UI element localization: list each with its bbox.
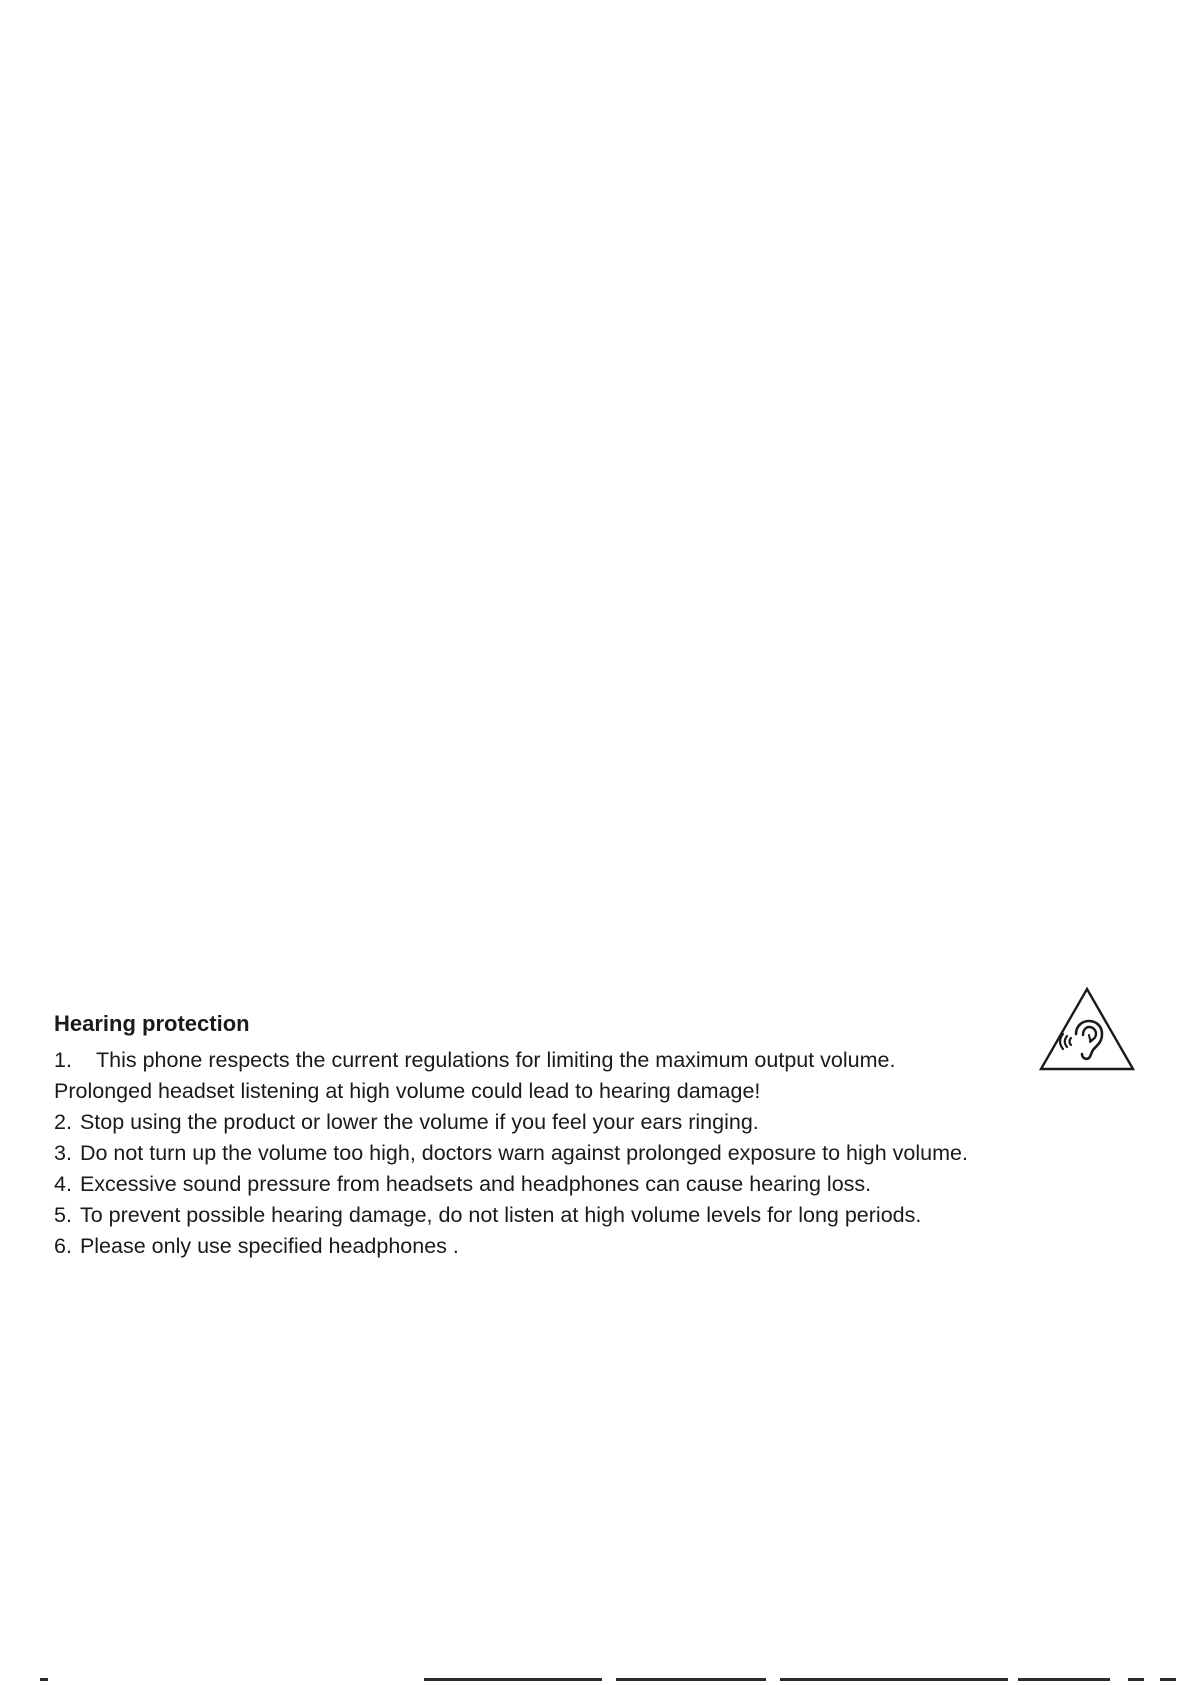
list-number: 5. (54, 1203, 72, 1227)
list-number: 3. (54, 1141, 72, 1165)
edge-mark (1018, 1678, 1110, 1681)
hearing-warning-icon (1038, 986, 1136, 1074)
edge-mark (1160, 1678, 1176, 1681)
list-item-6 (54, 1234, 459, 1259)
list-item-1-continuation (54, 1079, 760, 1104)
edge-mark (40, 1678, 48, 1681)
list-item-5 (54, 1203, 921, 1228)
bottom-page-edge (0, 1674, 1192, 1685)
list-item-1 (54, 1048, 895, 1073)
list-text: Please only use specified headphones . (79, 1234, 459, 1258)
list-number: 6. (54, 1234, 72, 1258)
list-number: 2. (54, 1110, 72, 1134)
list-text: Stop using the product or lower the volume if you feel your ears ringing. (79, 1110, 759, 1134)
list-number: 1. (54, 1048, 72, 1072)
list-text: Excessive sound pressure from headsets and headphones can cause hearing loss. (79, 1172, 872, 1196)
list-number: 4. (54, 1172, 72, 1196)
list-text: This phone respects the current regulations for limiting the maximum output volume. (96, 1048, 896, 1072)
list-item-4 (54, 1172, 871, 1197)
list-item-2 (54, 1110, 759, 1135)
edge-mark (780, 1678, 1008, 1681)
edge-mark (1128, 1678, 1144, 1681)
list-item-3 (54, 1141, 968, 1166)
list-text: Prolonged headset listening at high volume could lead to hearing damage! (54, 1079, 761, 1103)
list-text: To prevent possible hearing damage, do not listen at high volume levels for long periods. (79, 1203, 922, 1227)
edge-mark (424, 1678, 602, 1681)
list-text: Do not turn up the volume too high, doctors warn against prolonged exposure to high volume. (79, 1141, 968, 1165)
edge-mark (616, 1678, 766, 1681)
section-title: Hearing protection (54, 1011, 250, 1036)
